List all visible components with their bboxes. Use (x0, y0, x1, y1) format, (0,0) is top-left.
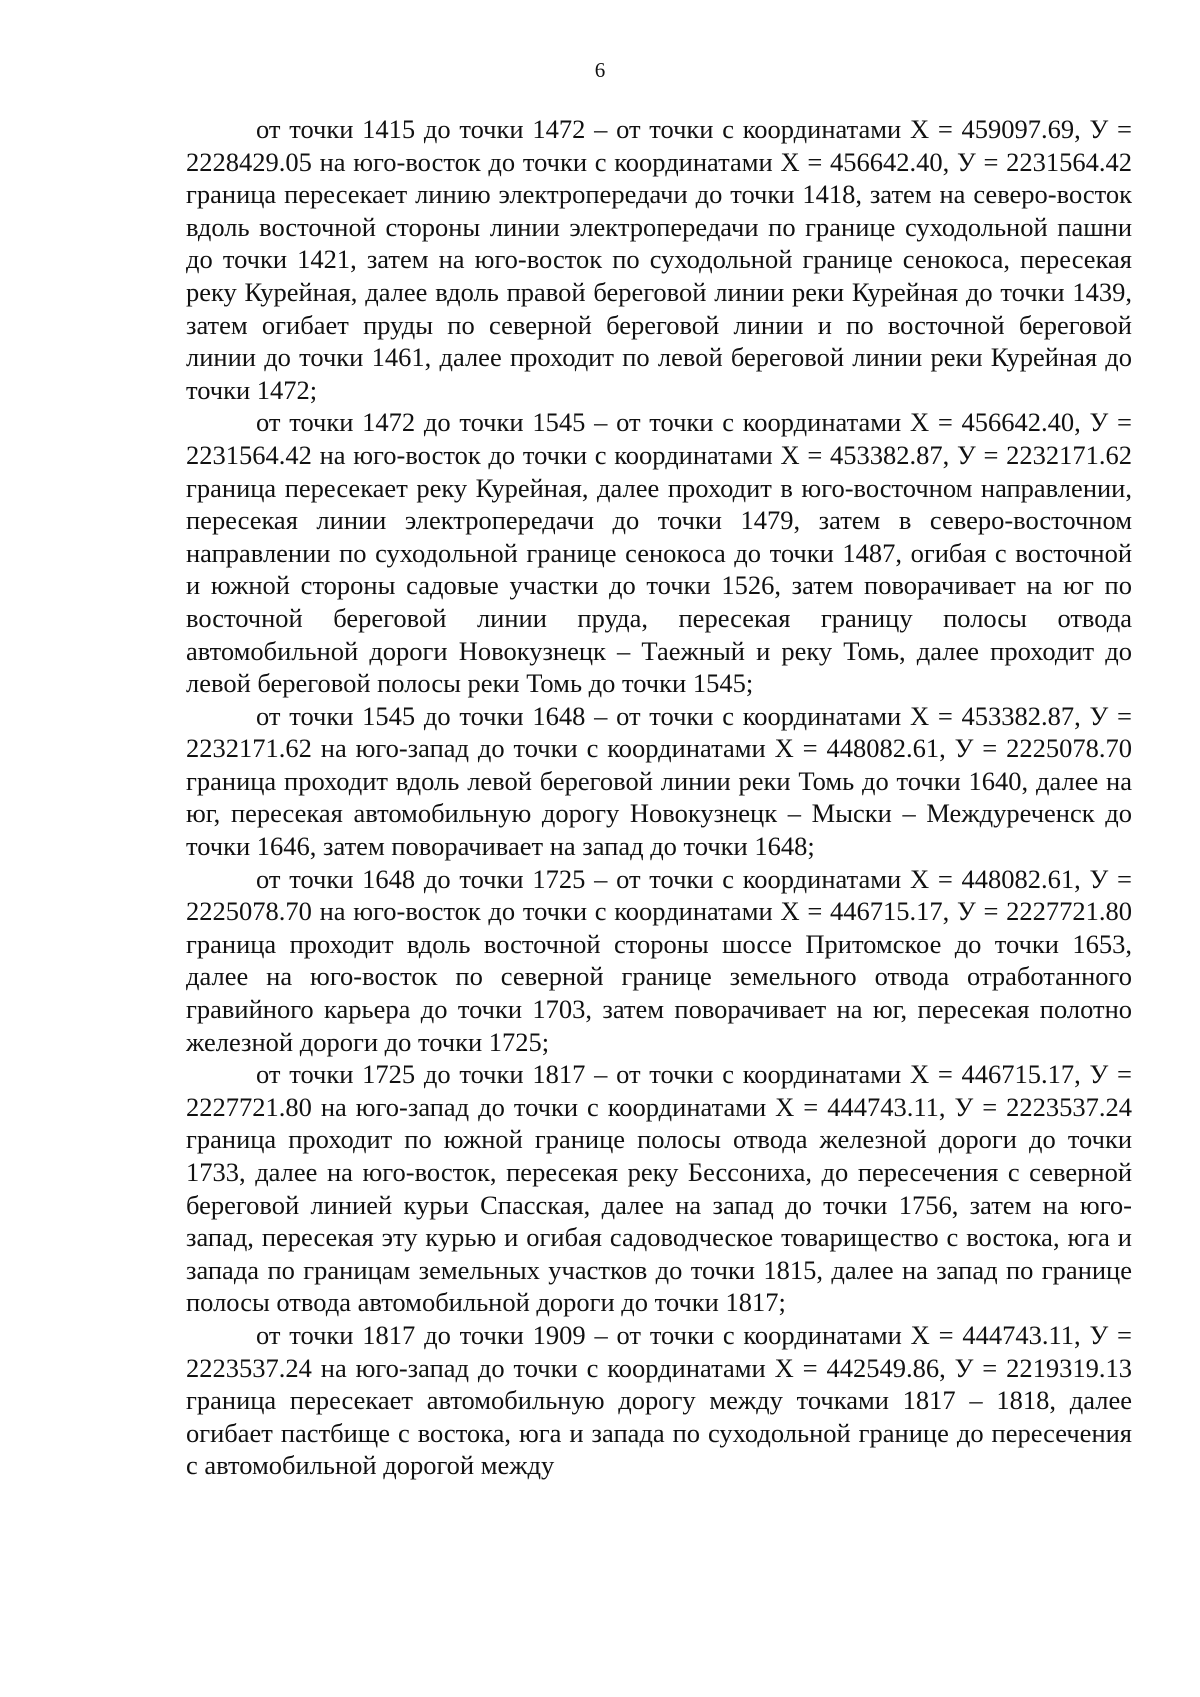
paragraph-1817-1909: от точки 1817 до точки 1909 – от точки с координатами Х = 444743.11, У = 2223537.24 на юго-запад до точки с координатами Х = 442549.86, У = 2219319.13 граница пересекает автомобильную дорогу между точками 1817 – 1818, далее огибает пастбище с востока, юга и запада по суходольной границе до пересечения с автомобильной дорогой между (186, 1319, 1132, 1481)
page-number: 6 (594, 58, 606, 82)
paragraph-1648-1725: от точки 1648 до точки 1725 – от точки с координатами Х = 448082.61, У = 2225078.70 на юго-восток до точки с координатами Х = 446715.17, У = 2227721.80 граница проходит вдоль восточной стороны шоссе Притомское до точки 1653, далее на юго-восток по северной границе земельного отвода отработанного гравийного карьера до точки 1703, затем поворачивает на юг, пересекая полотно железной дороги до точки 1725; (186, 863, 1132, 1057)
paragraph-1545-1648: от точки 1545 до точки 1648 – от точки с координатами Х = 453382.87, У = 2232171.62 на юго-запад до точки с координатами Х = 448082.61, У = 2225078.70 граница проходит вдоль левой береговой линии реки Томь до точки 1640, далее на юг, пересекая автомобильную дорогу Новокузнецк – Мыски – Междуреченск до точки 1646, затем поворачивает на запад до точки 1648; (186, 700, 1132, 862)
paragraph-1725-1817: от точки 1725 до точки 1817 – от точки с координатами Х = 446715.17, У = 2227721.80 на юго-запад до точки с координатами Х = 444743.11, У = 2223537.24 граница проходит по южной границе полосы отвода железной дороги до точки 1733, далее на юго-восток, пересекая реку Бессониха, до пересечения с северной береговой линией курьи Спасская, далее на запад до точки 1756, затем на юго-запад, пересекая эту курью и огибая садоводческое товарищество с востока, юга и запада по границам земельных участков до точки 1815, далее на запад по границе полосы отвода автомобильной дороги до точки 1817; (186, 1059, 1132, 1318)
paragraph-1415-1472: от точки 1415 до точки 1472 – от точки с координатами Х = 459097.69, У = 2228429.05 на юго-восток до точки с координатами Х = 456642.40, У = 2231564.42 граница пересекает линию электропередачи до точки 1418, затем на северо-восток вдоль восточной стороны линии электропередачи по границе суходольной пашни до точки 1421, затем на юго-восток по суходольной границе сенокоса, пересекая реку Курейная, далее вдоль правой береговой линии реки Курейная до точки 1439, затем огибает пруды по северной береговой линии и по восточной береговой линии до точки 1461, далее проходит по левой береговой линии реки Курейная до точки 1472; (186, 114, 1132, 405)
paragraph-1472-1545: от точки 1472 до точки 1545 – от точки с координатами Х = 456642.40, У = 2231564.42 на юго-восток до точки с координатами Х = 453382.87, У = 2232171.62 граница пересекает реку Курейная, далее проходит в юго-восточном направлении, пересекая линии электропередачи до точки 1479, затем в северо-восточном направлении по суходольной границе сенокоса до точки 1487, огибая с восточной и южной стороны садовые участки до точки 1526, затем поворачивает на юг по восточной береговой линии пруда, пересекая границу полосы отвода автомобильной дороги Новокузнецк – Таежный и реку Томь, далее проходит до левой береговой полосы реки Томь до точки 1545; (186, 407, 1132, 699)
document-body (186, 113, 1132, 1482)
